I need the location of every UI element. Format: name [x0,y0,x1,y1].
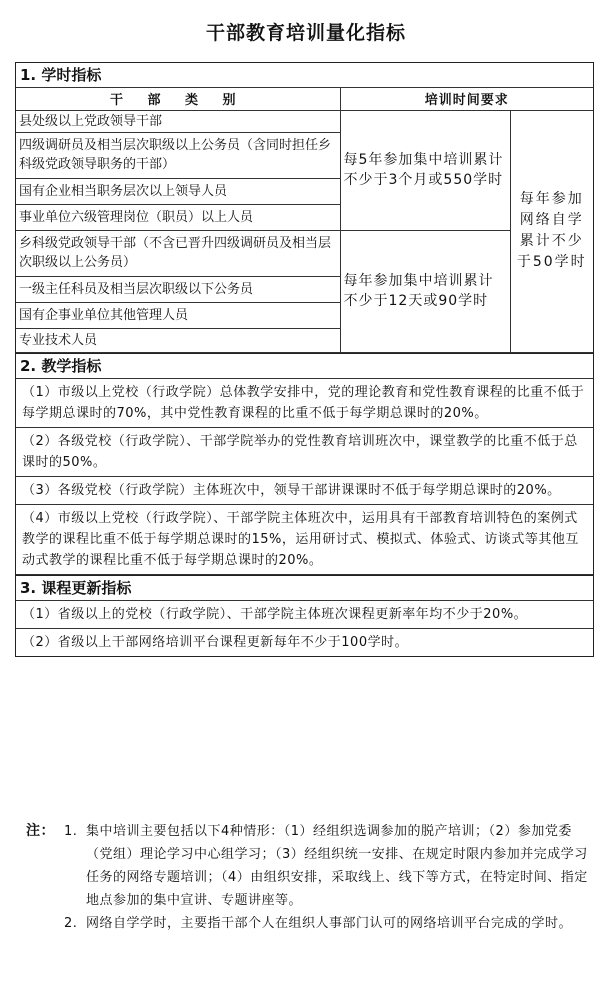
requirement-group-2: 每年参加集中培训累计不少于12天或90学时 [340,230,510,352]
section-3-heading: 3. 课程更新指标 [16,575,593,601]
col-header-category: 干 部 类 别 [16,88,340,110]
hours-table [16,88,593,353]
category-cell: 国有企业相当职务层次以上领导人员 [16,178,340,204]
requirement-group-1: 每5年参加集中培训累计不少于3个月或550学时 [340,110,510,230]
note-text: 集中培训主要包括以下4种情形：（1）经组织选调参加的脱产培训；（2）参加党委（党组）理论学习中心组学习；（3）经组织统一安排、在规定时限内参加并完成学习任务的网络专题培训；（4）由组织安排，采取线上、线下等方式，在特定时间、指定地点参加的集中宣讲、专题讲座等。 [86,824,588,908]
category-cell: 专业技术人员 [16,328,340,352]
note-number: 2. [64,916,78,931]
note-text: 网络自学学时，主要指干部个人在组织人事部门认可的网络培训平台完成的学时。 [86,916,573,931]
category-cell: 国有企事业单位其他管理人员 [16,302,340,328]
indicator-table [15,62,594,657]
category-cell: 四级调研员及相当层次职级以上公务员（含同时担任乡科级党政领导职务的干部） [16,132,340,178]
category-cell: 一级主任科员及相当层次职级以下公务员 [16,276,340,302]
page-title: 干部教育培训量化指标 [205,22,406,44]
category-cell: 乡科级党政领导干部（不含已晋升四级调研员及相当层次职级以上公务员） [16,230,340,276]
course-update-item: （2）省级以上干部网络培训平台课程更新每年不少于100学时。 [22,634,409,650]
col-header-requirement: 培训时间要求 [340,88,593,110]
teaching-item: （4）市级以上党校（行政学院）、干部学院主体班次中，运用具有干部教育培训特色的案例式教学的课程比重不低于每学期总课时的15%，运用研讨式、模拟式、体验式、访谈式等其他互动式教学的课程比重不低于每学期总课时的20%。 [16,505,593,575]
section-2-heading: 2. 教学指标 [16,353,593,379]
notes [26,820,592,935]
category-cell: 事业单位六级管理岗位（职员）以上人员 [16,204,340,230]
teaching-item: （3）各级党校（行政学院）主体班次中，领导干部讲课课时不低于每学期总课时的20%。 [16,477,593,505]
notes-lead: 注： [26,823,55,839]
teaching-item: （1）市级以上党校（行政学院）总体教学安排中，党的理论教育和党性教育课程的比重不低于每学期总课时的70%，其中党性教育课程的比重不低于每学期总课时的20%。 [16,379,593,428]
course-update-item: （1）省级以上的党校（行政学院）、干部学院主体班次课程更新率年均不少于20%。 [16,601,593,629]
teaching-item: （2）各级党校（行政学院）、干部学院举办的党性教育培训班次中，课堂教学的比重不低于总课时的50%。 [16,428,593,477]
note-item [26,820,592,912]
section-1-heading: 1. 学时指标 [16,63,593,88]
requirement-online: 每年参加网络自学累计不少于50学时 [510,110,593,352]
note-item [26,912,592,935]
note-number: 1. [64,824,78,839]
category-cell: 县处级以上党政领导干部 [16,110,340,132]
